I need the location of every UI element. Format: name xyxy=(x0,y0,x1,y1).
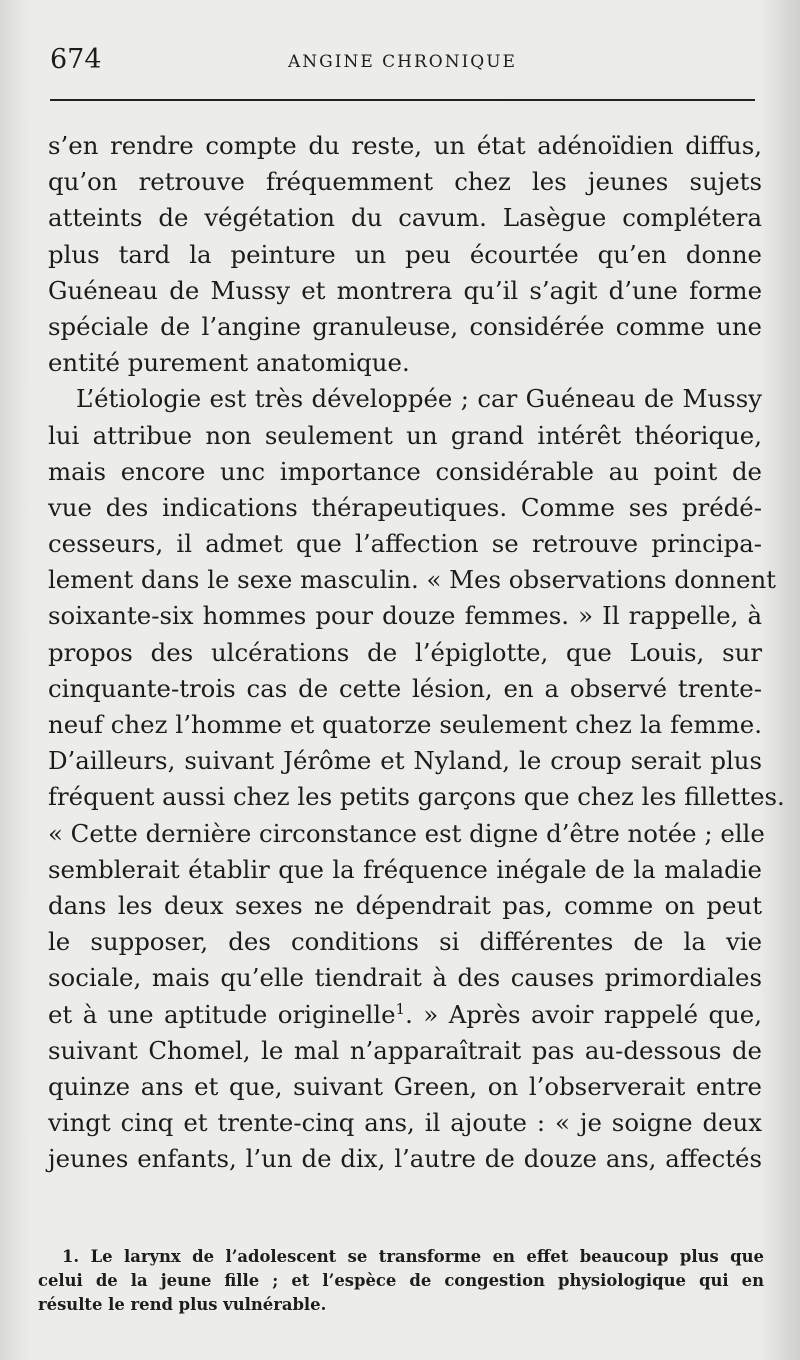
body-text xyxy=(48,128,785,1177)
header-rule xyxy=(50,99,755,101)
text-line: mais encore unc importance considérable au point de xyxy=(48,456,762,486)
text-line: propos des ulcérations de l’épiglotte, que Louis, sur xyxy=(48,637,762,667)
text-line: spéciale de l’angine granuleuse, considérée comme une xyxy=(48,311,762,341)
footnote-line: 1. Le larynx de l’adolescent se transforme en effet beaucoup plus que xyxy=(62,1247,764,1266)
page-number: 674 xyxy=(50,44,102,75)
text-line: sociale, mais qu’elle tiendrait à des causes primordiales xyxy=(48,963,762,993)
text-line: atteints de végétation du cavum. Lasègue complétera xyxy=(48,203,762,233)
text-segment: et à une aptitude originelle xyxy=(48,999,396,1029)
footnote xyxy=(38,1245,764,1317)
text-line: quinze ans et que, suivant Green, on l’observerait entre xyxy=(48,1071,762,1101)
text-line: entité purement anatomique. xyxy=(48,348,410,378)
footnote-line: celui de la jeune fille ; et l’espèce de congestion physiologique qui en xyxy=(38,1271,764,1290)
text-line: vingt cinq et trente-cinq ans, il ajoute : « je soigne deux xyxy=(48,1108,762,1138)
text-line: le supposer, des conditions si différentes de la vie xyxy=(48,927,762,957)
text-line: lement dans le sexe masculin. « Mes observations donnent xyxy=(48,565,776,595)
text-line: cesseurs, il admet que l’affection se retrouve principa- xyxy=(48,529,762,559)
text-line: vue des indications thérapeutiques. Comme ses prédé- xyxy=(48,492,762,522)
text-line: fréquent aussi chez les petits garçons que chez les fillettes. xyxy=(48,782,785,812)
text-line: semblerait établir que la fréquence inégale de la maladie xyxy=(48,854,762,884)
page-header xyxy=(50,44,755,84)
text-line: L’étiologie est très développée ; car Guéneau de Mussy xyxy=(76,384,762,414)
text-line: « Cette dernière circonstance est digne d’être notée ; elle xyxy=(48,818,765,848)
text-line: suivant Chomel, le mal n’apparaîtrait pas au-dessous de xyxy=(48,1035,762,1065)
text-line: neuf chez l’homme et quatorze seulement chez la femme. xyxy=(48,710,762,739)
text-line: dans les deux sexes ne dépendrait pas, comme on peut xyxy=(48,890,762,920)
text-line: D’ailleurs, suivant Jérôme et Nyland, le croup serait plus xyxy=(48,746,762,776)
text-line: qu’on retrouve fréquemment chez les jeunes sujets xyxy=(48,167,762,197)
text-line: Guéneau de Mussy et montrera qu’il s’agit d’une forme xyxy=(48,275,762,305)
text-line: lui attribue non seulement un grand intérêt théorique, xyxy=(48,420,762,450)
text-line: s’en rendre compte du reste, un état adénoïdien diffus, xyxy=(48,131,762,160)
footnote-reference[interactable]: 1 xyxy=(395,999,406,1018)
footnote-line: résulte le rend plus vulnérable. xyxy=(38,1295,327,1314)
text-line: plus tard la peinture un peu écourtée qu’en donne xyxy=(48,239,762,269)
running-title: ANGINE CHRONIQUE xyxy=(288,52,517,72)
text-line: cinquante-trois cas de cette lésion, en a observé trente- xyxy=(48,673,762,703)
text-line: jeunes enfants, l’un de dix, l’autre de douze ans, affectés xyxy=(48,1144,762,1174)
text-segment: . » Après avoir rappelé que, xyxy=(405,999,762,1029)
text-line-with-footnote-ref xyxy=(48,997,762,1033)
text-line: soixante-six hommes pour douze femmes. » Il rappelle, à xyxy=(48,601,762,631)
